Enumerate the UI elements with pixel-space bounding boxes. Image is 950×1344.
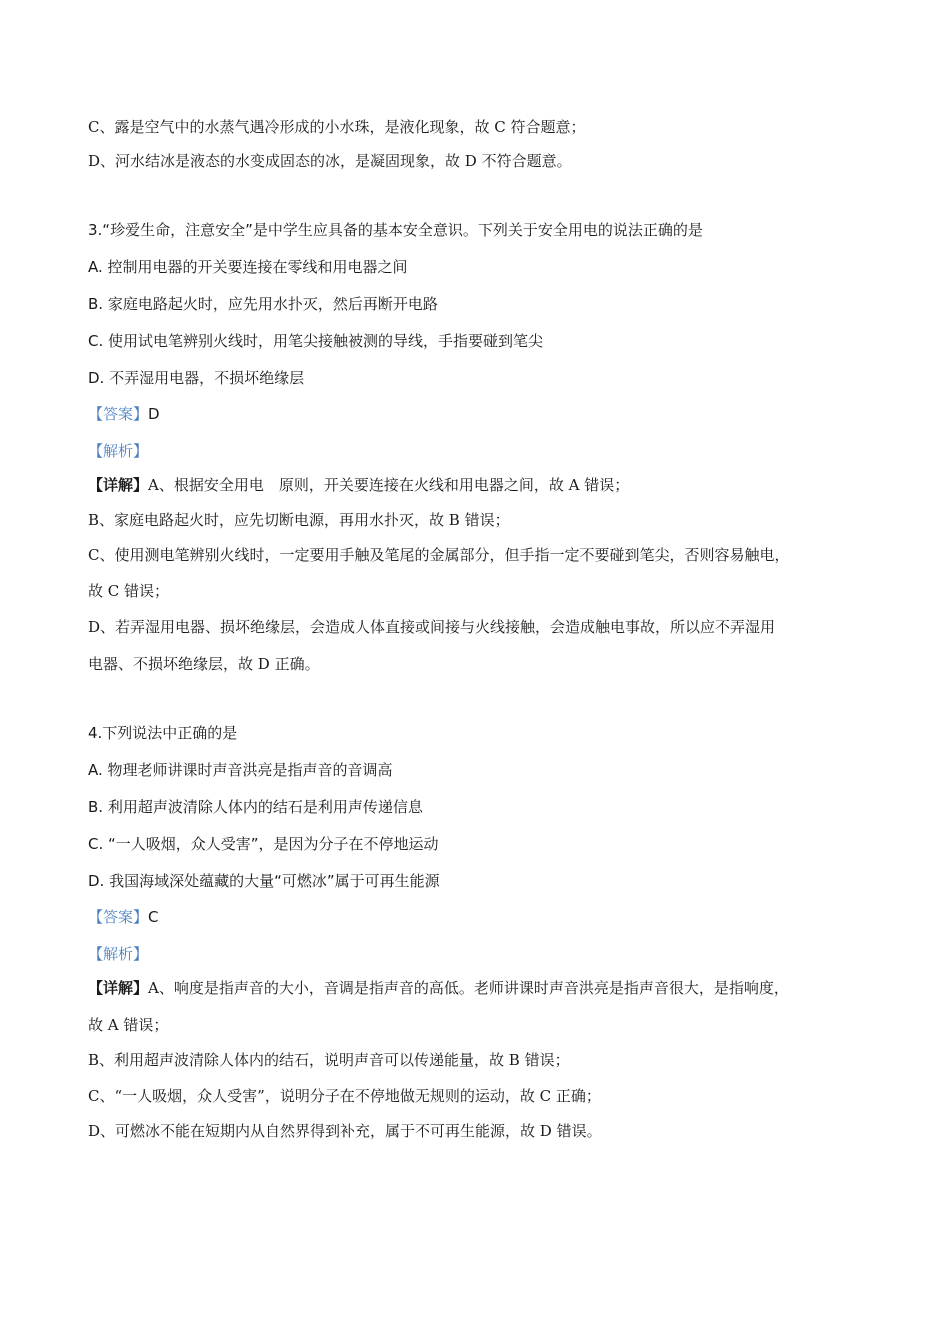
q3-detail-d-line1: D、若弄湿用电器、损坏绝缘层，会造成人体直接或间接与火线接触，会造成触电事故，所以应不弄湿用 [88,618,776,636]
q3-answer [88,404,160,424]
q2-option-c-explanation: C、露是空气中的水蒸气遇冷形成的小水珠，是液化现象，故 C 符合题意； [88,118,586,136]
q4-option-a: A. 物理老师讲课时声音洪亮是指声音的音调高 [88,761,393,779]
q4-analysis-tag: 【解析】 [88,945,149,963]
q4-answer-value: C [148,908,159,926]
q3-analysis-tag: 【解析】 [88,442,149,460]
q4-detail-a-text: A、响度是指声音的大小，音调是指声音的高低。老师讲课时声音洪亮是指声音很大，是指响度， [148,979,789,997]
q3-option-b: B. 家庭电路起火时，应先用水扑灭，然后再断开电路 [88,295,438,313]
q3-detail-d-line2: 电器、不损坏绝缘层，故 D 正确。 [88,655,320,673]
q3-answer-value: D [148,405,160,423]
q3-detail-b: B、家庭电路起火时，应先切断电源，再用水扑灭，故 B 错误； [88,511,510,529]
q4-detail-b: B、利用超声波清除人体内的结石，说明声音可以传递能量，故 B 错误； [88,1051,570,1069]
q4-stem: 4.下列说法中正确的是 [88,724,238,742]
q4-detail-d: D、可燃冰不能在短期内从自然界得到补充，属于不可再生能源，故 D 错误。 [88,1122,602,1140]
q3-option-d: D. 不弄湿用电器，不损坏绝缘层 [88,369,305,387]
q3-answer-tag: 【答案】 [88,405,149,423]
q4-detail-a-line1 [88,978,789,998]
q4-option-d: D. 我国海域深处蕴藏的大量“可燃冰”属于可再生能源 [88,872,440,890]
q4-answer-tag: 【答案】 [88,908,149,926]
q3-detail-c-line1: C、使用测电笔辨别火线时，一定要用手触及笔尾的金属部分，但手指一定不要碰到笔尖，否则容易触电， [88,546,790,564]
q2-option-d-explanation: D、河水结冰是液态的水变成固态的冰，是凝固现象，故 D 不符合题意。 [88,152,572,170]
q3-detail-a [88,475,629,495]
q3-detail-c-line2: 故 C 错误； [88,582,170,600]
q4-detail-a-line2: 故 A 错误； [88,1016,169,1034]
q3-stem: 3.“珍爱生命，注意安全”是中学生应具备的基本安全意识。下列关于安全用电的说法正确的是 [88,221,703,239]
q3-option-a: A. 控制用电器的开关要连接在零线和用电器之间 [88,258,408,276]
q4-option-c: C. “一人吸烟，众人受害”，是因为分子在不停地运动 [88,835,439,853]
q4-detail-c: C、“一人吸烟，众人受害”，说明分子在不停地做无规则的运动，故 C 正确； [88,1087,601,1105]
q4-answer [88,907,159,927]
q4-detail-tag: 【详解】 [88,979,149,997]
q3-detail-tag: 【详解】 [88,476,149,494]
q4-option-b: B. 利用超声波清除人体内的结石是利用声传递信息 [88,798,423,816]
q3-detail-a-text: A、根据安全用电 原则，开关要连接在火线和用电器之间，故 A 错误； [148,476,630,494]
q3-option-c: C. 使用试电笔辨别火线时，用笔尖接触被测的导线，手指要碰到笔尖 [88,332,544,350]
